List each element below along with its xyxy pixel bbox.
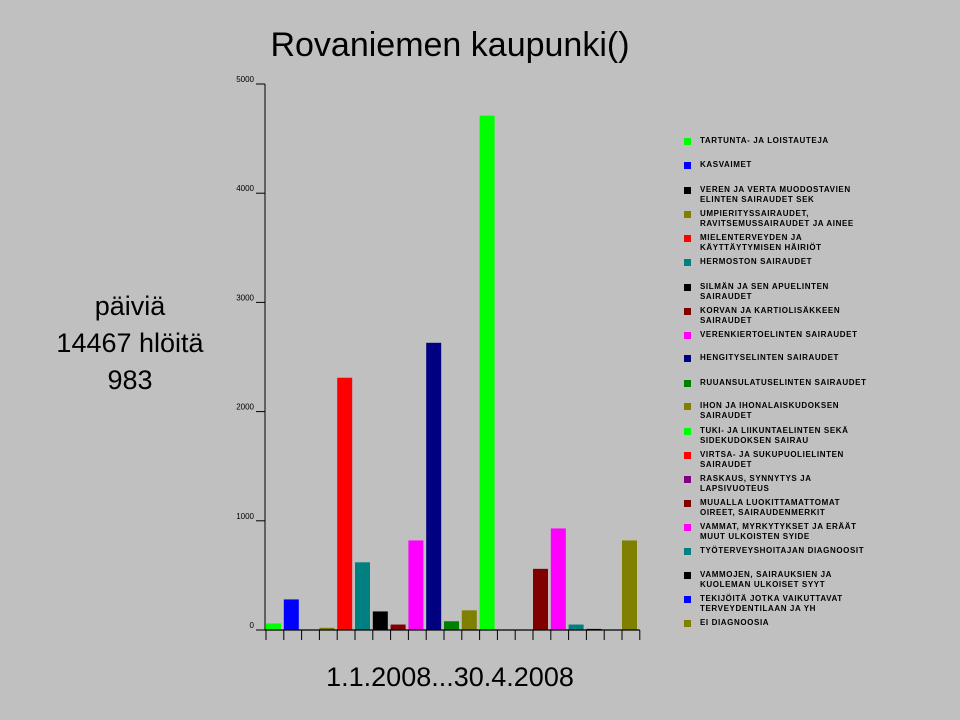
legend-item bbox=[684, 401, 839, 421]
legend-label: IHON JA IHONALAISKUDOKSEN SAIRAUDET bbox=[700, 401, 840, 420]
y-tick-label: 3000 bbox=[236, 293, 254, 303]
legend-swatch bbox=[684, 380, 691, 387]
bar-9 bbox=[408, 540, 423, 630]
legend-item bbox=[684, 136, 829, 146]
legend-label: EI DIAGNOOSIA bbox=[700, 618, 770, 627]
legend-swatch bbox=[684, 452, 691, 459]
legend-item bbox=[684, 233, 822, 253]
legend-swatch bbox=[684, 308, 691, 315]
legend-label: KASVAIMET bbox=[700, 160, 752, 169]
legend-item bbox=[684, 378, 867, 388]
legend-swatch bbox=[684, 332, 691, 339]
legend-label: VERENKIERTOELINTEN SAIRAUDET bbox=[700, 330, 858, 339]
legend-item bbox=[684, 209, 854, 229]
legend-item bbox=[684, 330, 858, 340]
legend-swatch bbox=[684, 596, 691, 603]
legend-item bbox=[684, 160, 752, 170]
legend-swatch bbox=[684, 572, 691, 579]
legend-label: UMPIERITYSSAIRAUDET, RAVITSEMUSSAIRAUDET JA AINEE bbox=[700, 209, 854, 228]
legend-swatch bbox=[684, 620, 691, 627]
bar-5 bbox=[337, 378, 352, 630]
bar-12 bbox=[462, 610, 477, 630]
legend-swatch bbox=[684, 187, 691, 194]
stats-label-persons: 14467 hlöitä bbox=[56, 328, 204, 358]
legend-item bbox=[684, 426, 849, 446]
legend-item bbox=[684, 570, 832, 590]
legend-swatch bbox=[684, 500, 691, 507]
bar-11 bbox=[444, 621, 459, 630]
legend-swatch bbox=[684, 403, 691, 410]
legend-swatch bbox=[684, 476, 691, 483]
chart-legend bbox=[684, 0, 954, 720]
legend-label: VAMMOJEN, SAIRAUKSIEN JA KUOLEMAN ULKOISET SYYT bbox=[700, 570, 833, 589]
legend-item bbox=[684, 618, 769, 628]
legend-item bbox=[684, 522, 857, 542]
bar-7 bbox=[373, 611, 388, 630]
legend-swatch bbox=[684, 428, 691, 435]
legend-label: SILMÄN JA SEN APUELINTEN SAIRAUDET bbox=[700, 282, 829, 301]
legend-label: VAMMAT, MYRKYTYKSET JA ERÄÄT MUUT ULKOISTEN SYIDE bbox=[700, 522, 857, 541]
bar-17 bbox=[551, 528, 566, 630]
legend-label: VEREN JA VERTA MUODOSTAVIEN ELINTEN SAIRAUDET SEK bbox=[700, 185, 851, 204]
legend-swatch bbox=[684, 235, 691, 242]
y-tick-label: 5000 bbox=[236, 75, 254, 84]
legend-swatch bbox=[684, 524, 691, 531]
bar-2 bbox=[284, 599, 299, 630]
stats-label-days: päiviä bbox=[94, 291, 166, 321]
legend-label: TYÖTERVEYSHOITAJAN DIAGNOOSIT bbox=[700, 546, 865, 555]
bar-13 bbox=[480, 116, 495, 630]
chart-title: Rovaniemen kaupunki() bbox=[270, 26, 630, 64]
bar-10 bbox=[426, 343, 441, 630]
legend-swatch bbox=[684, 162, 691, 169]
legend-label: VIRTSA- JA SUKUPUOLIELINTEN SAIRAUDET bbox=[700, 450, 844, 469]
legend-item bbox=[684, 594, 843, 614]
bar-16 bbox=[533, 569, 548, 630]
legend-item bbox=[684, 450, 844, 470]
y-tick-label: 1000 bbox=[236, 511, 254, 521]
date-range-label: 1.1.2008...30.4.2008 bbox=[326, 662, 574, 692]
y-tick-label: 0 bbox=[249, 621, 254, 630]
legend-swatch bbox=[684, 548, 691, 555]
legend-item bbox=[684, 185, 851, 205]
legend-swatch bbox=[684, 284, 691, 291]
legend-item bbox=[684, 282, 829, 302]
legend-label: TARTUNTA- JA LOISTAUTEJA bbox=[700, 136, 829, 145]
legend-label: TUKI- JA LIIKUNTAELINTEN SEKÄ SIDEKUDOKSEN SAIRAU bbox=[700, 426, 849, 445]
legend-label: RASKAUS, SYNNYTYS JA LAPSIVUOTEUS bbox=[700, 474, 812, 493]
bar-8 bbox=[391, 625, 406, 630]
legend-label: HENGITYSELINTEN SAIRAUDET bbox=[700, 353, 840, 362]
y-tick-label: 2000 bbox=[236, 402, 254, 412]
legend-item bbox=[684, 546, 864, 556]
y-tick-label: 4000 bbox=[236, 184, 254, 194]
legend-swatch bbox=[684, 355, 691, 362]
legend-label: HERMOSTON SAIRAUDET bbox=[700, 257, 813, 266]
bar-6 bbox=[355, 562, 370, 630]
legend-swatch bbox=[684, 259, 691, 266]
legend-label: KORVAN JA KARTIOLISÄKKEEN SAIRAUDET bbox=[700, 306, 841, 325]
stats-value: 983 bbox=[107, 365, 153, 395]
legend-label: RUUANSULATUSELINTEN SAIRAUDET bbox=[700, 378, 867, 387]
legend-swatch bbox=[684, 138, 691, 145]
legend-label: TEKIJÖITÄ JOTKA VAIKUTTAVAT TERVEYDENTILAAN JA YH bbox=[700, 594, 843, 613]
legend-label: MUUALLA LUOKITTAMATTOMAT OIREET, SAIRAUDENMERKIT bbox=[700, 498, 841, 517]
bar-18 bbox=[569, 625, 584, 630]
bar-21 bbox=[622, 540, 637, 630]
legend-swatch bbox=[684, 211, 691, 218]
legend-item bbox=[684, 474, 812, 494]
bar-1 bbox=[266, 623, 281, 630]
legend-item bbox=[684, 353, 839, 363]
legend-item bbox=[684, 257, 812, 267]
legend-label: MIELENTERVEYDEN JA KÄYTTÄYTYMISEN HÄIRIÖT bbox=[700, 233, 822, 252]
legend-item bbox=[684, 306, 840, 326]
legend-item bbox=[684, 498, 840, 518]
